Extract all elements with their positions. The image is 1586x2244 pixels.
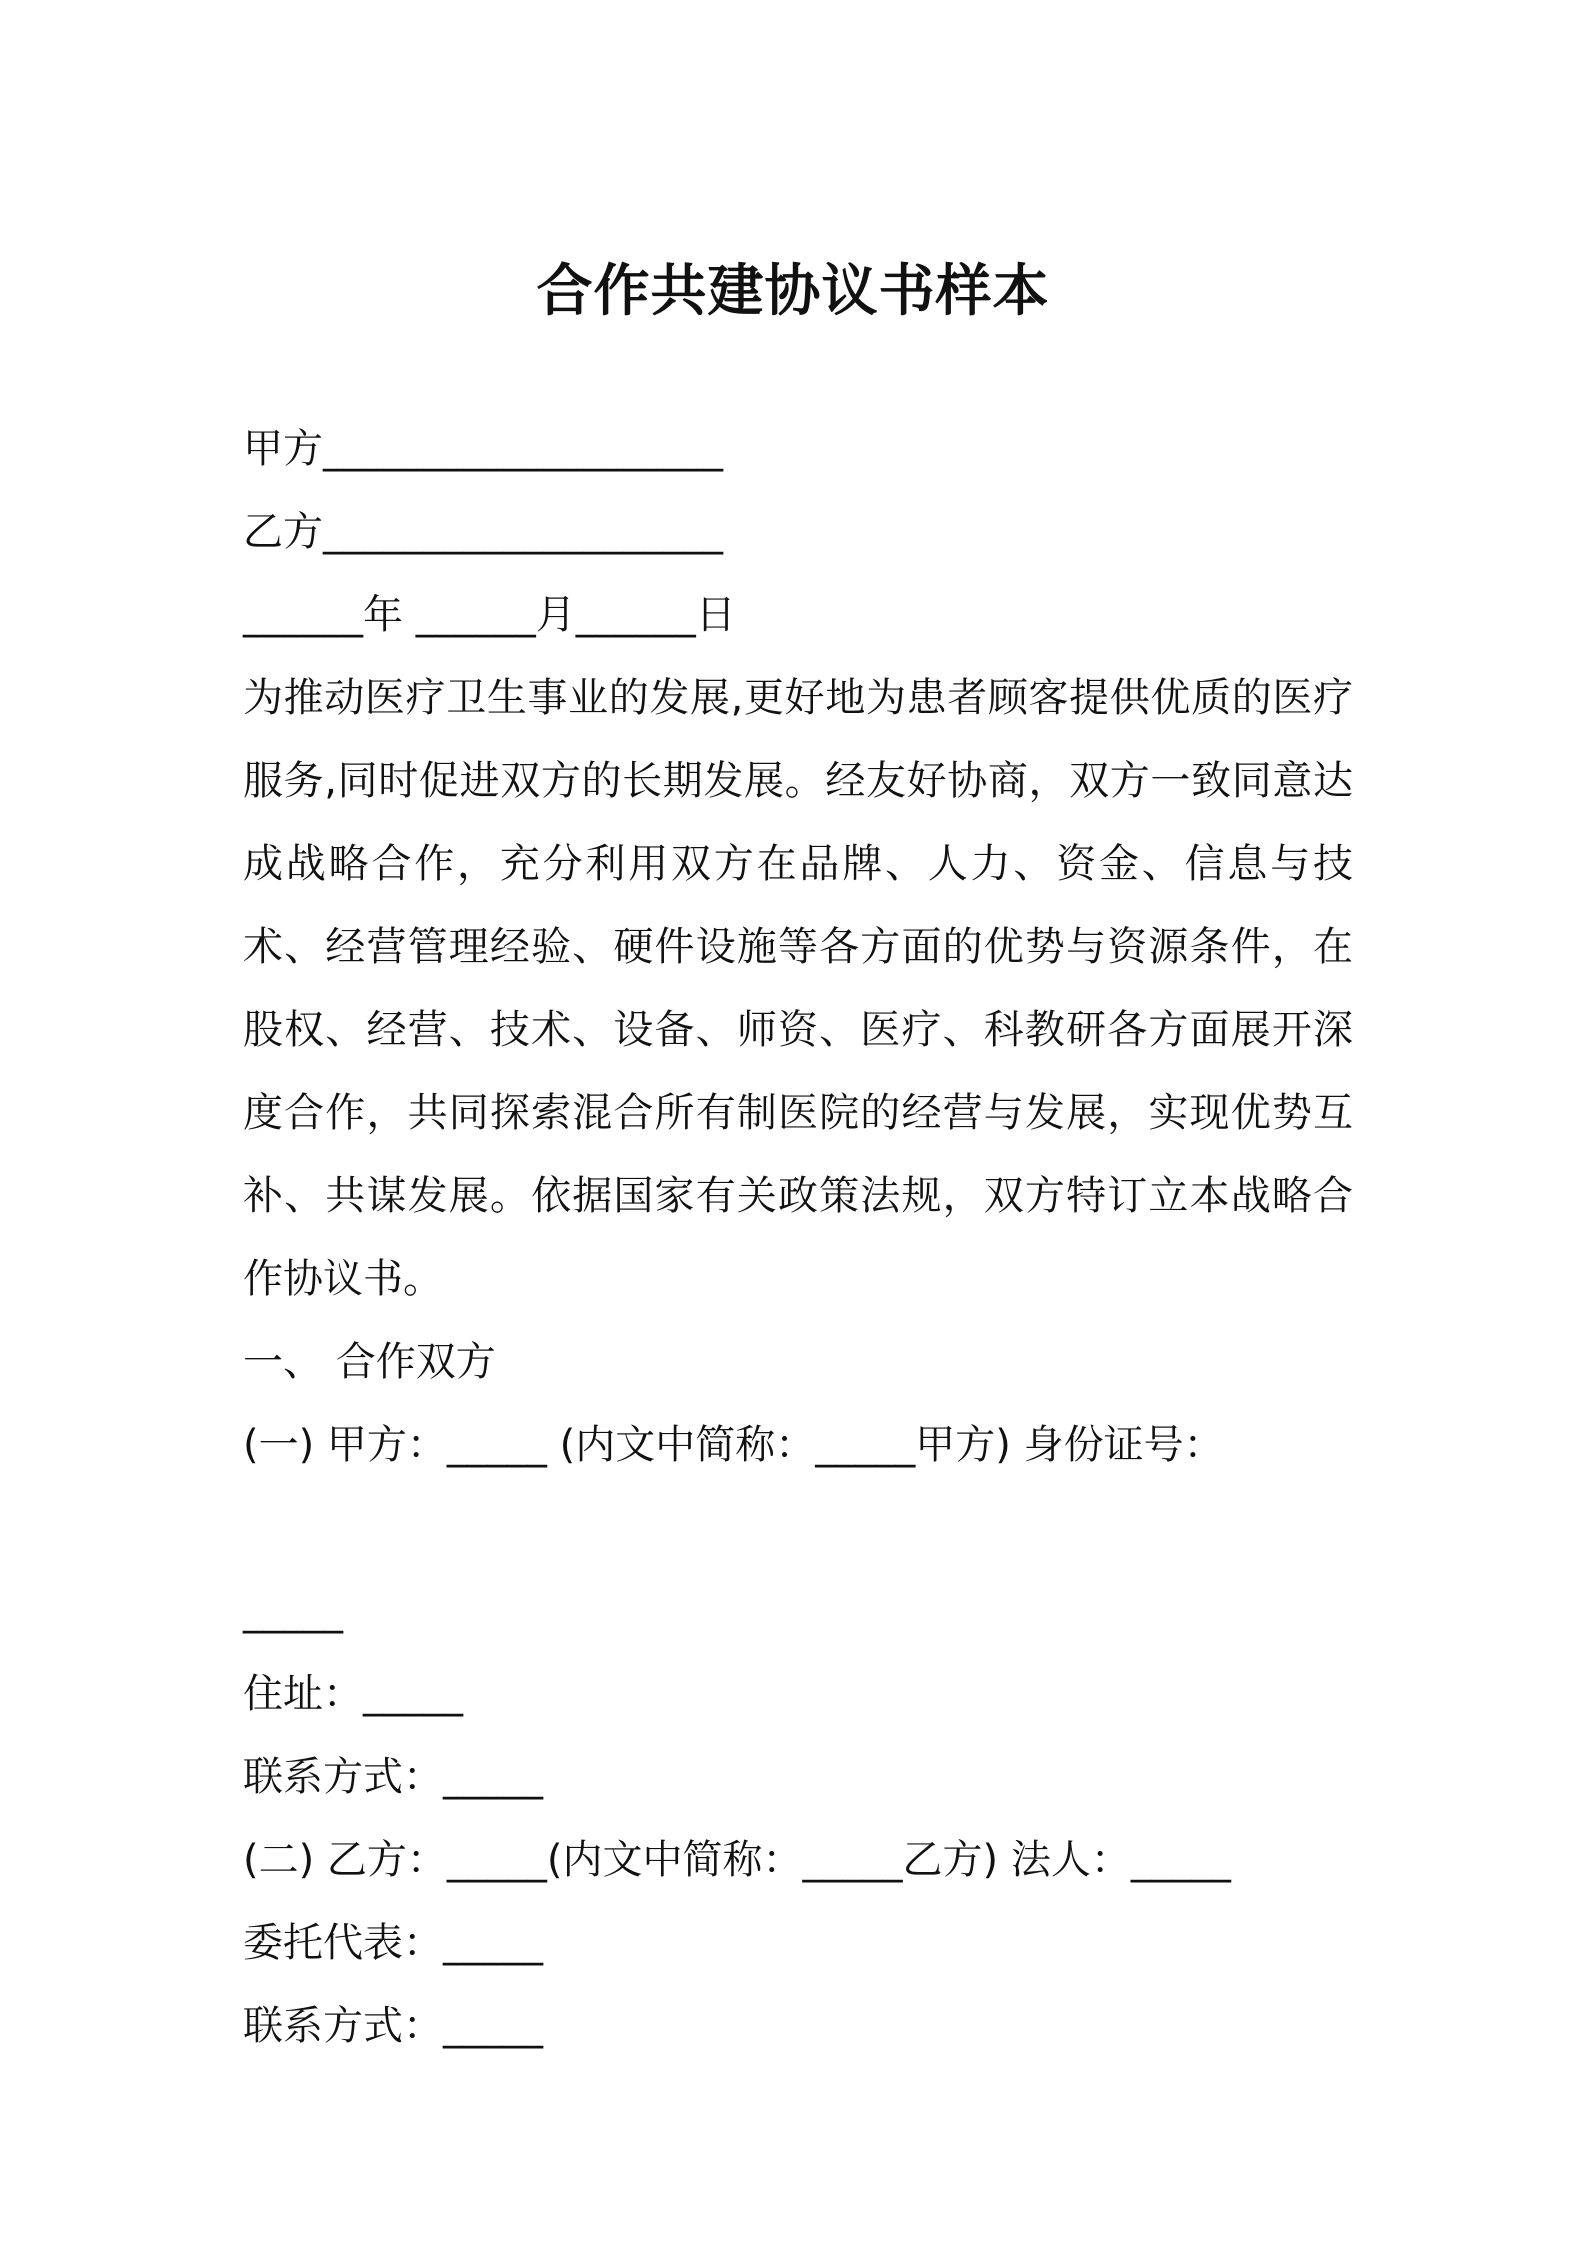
- section-heading-parties: 一、 合作双方: [243, 1339, 496, 1385]
- intro-paragraph: 为推动医疗卫生事业的发展,更好地为患者顾客提供优质的医疗服务,同时促进双方的长期发展。经友好协商，双方一致同意达成战略合作，充分利用双方在品牌、人力、资金、信息与技术、经营管理经验、硬件设施等各方面的优势与资源条件，在股权、经营、技术、设备、师资、医疗、科教研各方面展开深度合作，共同探索混合所有制医院的经营与发展，实现优势互补、共谋发展。依据国家有关政策法规，双方特订立本战略合作协议书。: [243, 675, 1353, 1302]
- date-line: ______年 ______月______日: [243, 592, 736, 638]
- document-title: 合作共建协议书样本: [536, 259, 1050, 324]
- party-a-id-blank: _____: [243, 1588, 343, 1634]
- party-a-contact: 联系方式：_____: [243, 1754, 543, 1800]
- document-body: [243, 408, 1353, 2068]
- party-b-line: 乙方____________________: [243, 509, 723, 555]
- party-a-address: 住址：_____: [243, 1671, 463, 1717]
- party-a-detail: (一) 甲方：_____ (内文中简称：_____甲方) 身份证号：: [243, 1422, 1224, 1468]
- party-a-line: 甲方____________________: [243, 426, 723, 472]
- party-b-detail: (二) 乙方：_____(内文中简称：_____乙方) 法人：_____: [243, 1837, 1231, 1883]
- party-b-agent: 委托代表：_____: [243, 1920, 543, 1966]
- party-b-contact: 联系方式：_____: [243, 2003, 543, 2049]
- blank-gap: [243, 1487, 1353, 1570]
